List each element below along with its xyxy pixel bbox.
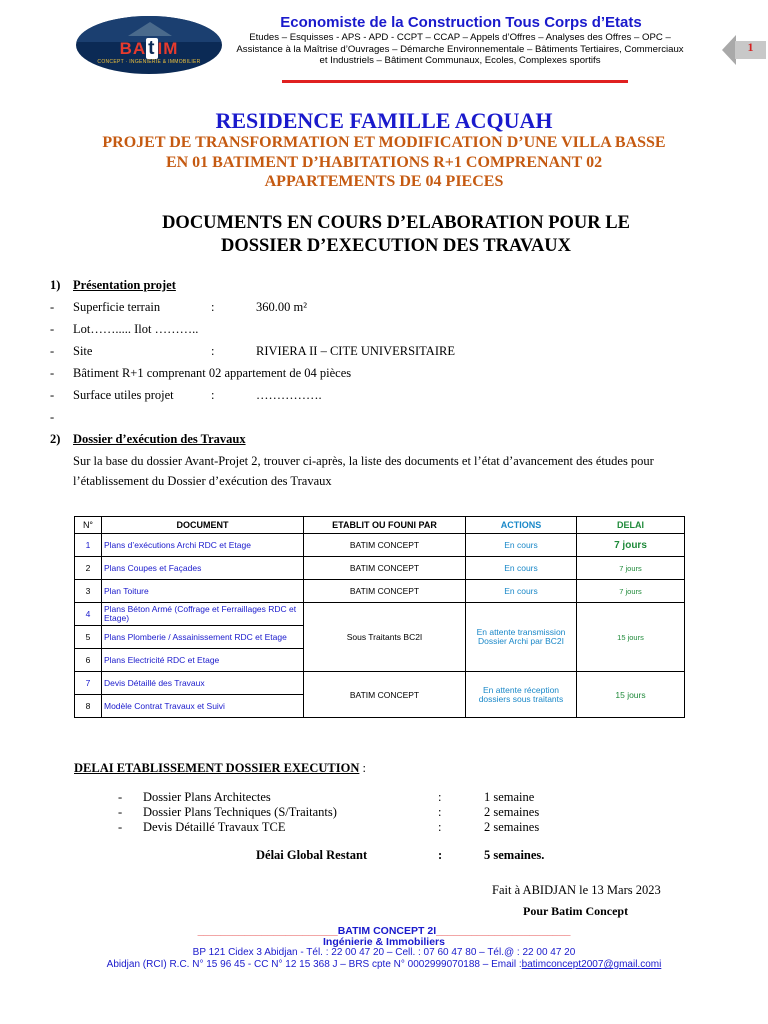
section-1-heading: Présentation projet [73,278,176,292]
delai-item-value: 1 semaine [484,790,535,804]
company-logo [76,16,222,74]
header-description: Etudes – Esquisses - APS - APD - CCPT – CCAP – Appels d’Offres – Analyses des Offres – OPC – Assistance à la Maîtrise d’Ouvrages – Démarche Environnementale – Bâtiments Tertiaires, Commerciaux et Industriels – Bâtiment Communaux, Ecoles, Complexes sportifs [236,32,684,66]
group-par: Sous Traitants BC2I [304,603,466,672]
delai-item-label: Dossier Plans Techniques (S/Traitants) [143,805,337,819]
section-2-number: 2) [50,432,61,446]
table-row: 6 Plans Electricité RDC et Etage [75,649,685,672]
delai-item-value: 2 semaines [484,820,540,834]
signature-for: Pour Batim Concept [523,904,629,918]
list-bullet: - [50,388,55,402]
table-row: 8 Modèle Contrat Travaux et Suivi [75,695,685,718]
group-delai: 15 jours [577,603,685,672]
footer-company-line: ________________________BATIM CONCEPT 2I_______________________ [197,925,571,937]
delai-item-label: Devis Détaillé Travaux TCE [143,820,286,834]
delai-global-value: 5 semaines. [484,848,545,862]
table-row: 2 Plans Coupes et Façades BATIM CONCEPT En cours 7 jours [75,557,685,580]
footer-contact: BP 121 Cidex 3 Abidjan - Tél. : 22 00 47 20 – Cell. : 07 60 47 80 – Tél.@ : 22 00 47 20 [192,947,576,958]
footer-registration: Abidjan (RCI) R.C. N° 15 96 45 - CC N° 12 15 368 J – BRS cpte N° 0002999070188 – Email :batimconcept2007@gmail.comi [106,959,662,970]
list-bullet: - [50,366,55,380]
list-item-value: RIVIERA II – CITE UNIVERSITAIRE [256,344,455,358]
header-title: Economiste de la Construction Tous Corps d’Etats [280,14,642,31]
documents-title: DOCUMENTS EN COURS D’ELABORATION POUR LE DOSSIER D’EXECUTION DES TRAVAUX [162,213,630,256]
list-item-label: Lot……..... Ilot ……….. [73,322,199,336]
list-item-label: Site [73,344,93,358]
logo-subtitle: CONCEPT · INGENIERIE & IMMOBILIER [97,59,201,65]
list-item-label: Bâtiment R+1 comprenant 02 appartement de 04 pièces [73,366,352,380]
table-header-row [75,517,685,534]
footer-company: BATIM CONCEPT 2I [337,925,437,937]
section-1-number: 1) [50,278,61,292]
list-item-colon: : [211,388,215,402]
table-row: 4 Plans Béton Armé (Coffrage et Ferraillages RDC et Etage) Sous Traitants BC2I En attente transmission Dossier Archi par BC2I 15 jours [75,603,685,626]
delai-global-label: Délai Global Restant [256,848,368,862]
list-item-colon: : [211,344,215,358]
header-no: N° [75,517,102,534]
footer-email-link[interactable]: batimconcept2007@gmail.comi [521,959,662,970]
list-item-colon: : [211,300,215,314]
group-actions: En attente transmission Dossier Archi par BC2I [466,603,577,672]
list-item-value: 360.00 m² [256,300,307,314]
header-document: DOCUMENT [102,517,304,534]
table-row: 5 Plans Plomberie / Assainissement RDC et Etage [75,626,685,649]
page-number-arrow[interactable] [722,35,766,65]
list-bullet: - [50,344,55,358]
list-bullet: - [50,300,55,314]
table-row: 7 Devis Détaillé des Travaux BATIM CONCEPT En attente réception dossiers sous traitants 15 jours [75,672,685,695]
arrow-left-icon [722,35,736,65]
header-actions: ACTIONS [466,517,577,534]
footer-subtitle: Ingénierie & Immobiliers [323,936,445,948]
header-par: ETABLIT OU FOUNI PAR [304,517,466,534]
logo-wordmark: BA t IM [119,38,179,59]
header-delai: DELAI [577,517,685,534]
delai-heading: DELAI ETABLISSEMENT DOSSIER EXECUTION [74,761,360,775]
list-item-label: Superficie terrain [73,300,161,314]
section-2-heading: Dossier d’exécution des Travaux [73,432,246,446]
header-divider [282,80,628,83]
group-delai: 15 jours [577,672,685,718]
table-row: 1 Plans d’exécutions Archi RDC et Etage BATIM CONCEPT En cours 7 jours [75,534,685,557]
table-row: 3 Plan Toiture BATIM CONCEPT En cours 7 jours [75,580,685,603]
place-date: Fait à ABIDJAN le 13 Mars 2023 [492,883,661,897]
list-bullet: - [50,410,55,424]
delai-item-label: Dossier Plans Architectes [143,790,271,804]
group-par: BATIM CONCEPT [304,672,466,718]
project-title: PROJET DE TRANSFORMATION ET MODIFICATION D’UNE VILLA BASSE EN 01 BATIMENT D’HABITATIONS R+1 COMPRENANT 02 APPARTEMENTS DE 04 PIECES [102,134,666,190]
section-2-paragraph-line-2: l’établissement du Dossier d’exécution des Travaux [73,474,332,488]
delai-item-value: 2 semaines [484,805,540,819]
residence-title: RESIDENCE FAMILLE ACQUAH [215,108,553,133]
list-item-value: ……………. [256,388,322,402]
list-bullet: - [50,322,55,336]
page-number: 1 [747,40,754,54]
section-2-paragraph-line-1: Sur la base du dossier Avant-Projet 2, trouver ci-après, la liste des documents et l’état d’avancement des études pour [73,454,654,468]
documents-table [74,516,685,718]
logo-roof-icon [128,22,172,36]
group-actions: En attente réception dossiers sous traitants [466,672,577,718]
list-item-label: Surface utiles projet [73,388,174,402]
delai-heading-line: DELAI ETABLISSEMENT DOSSIER EXECUTION : [74,761,366,775]
